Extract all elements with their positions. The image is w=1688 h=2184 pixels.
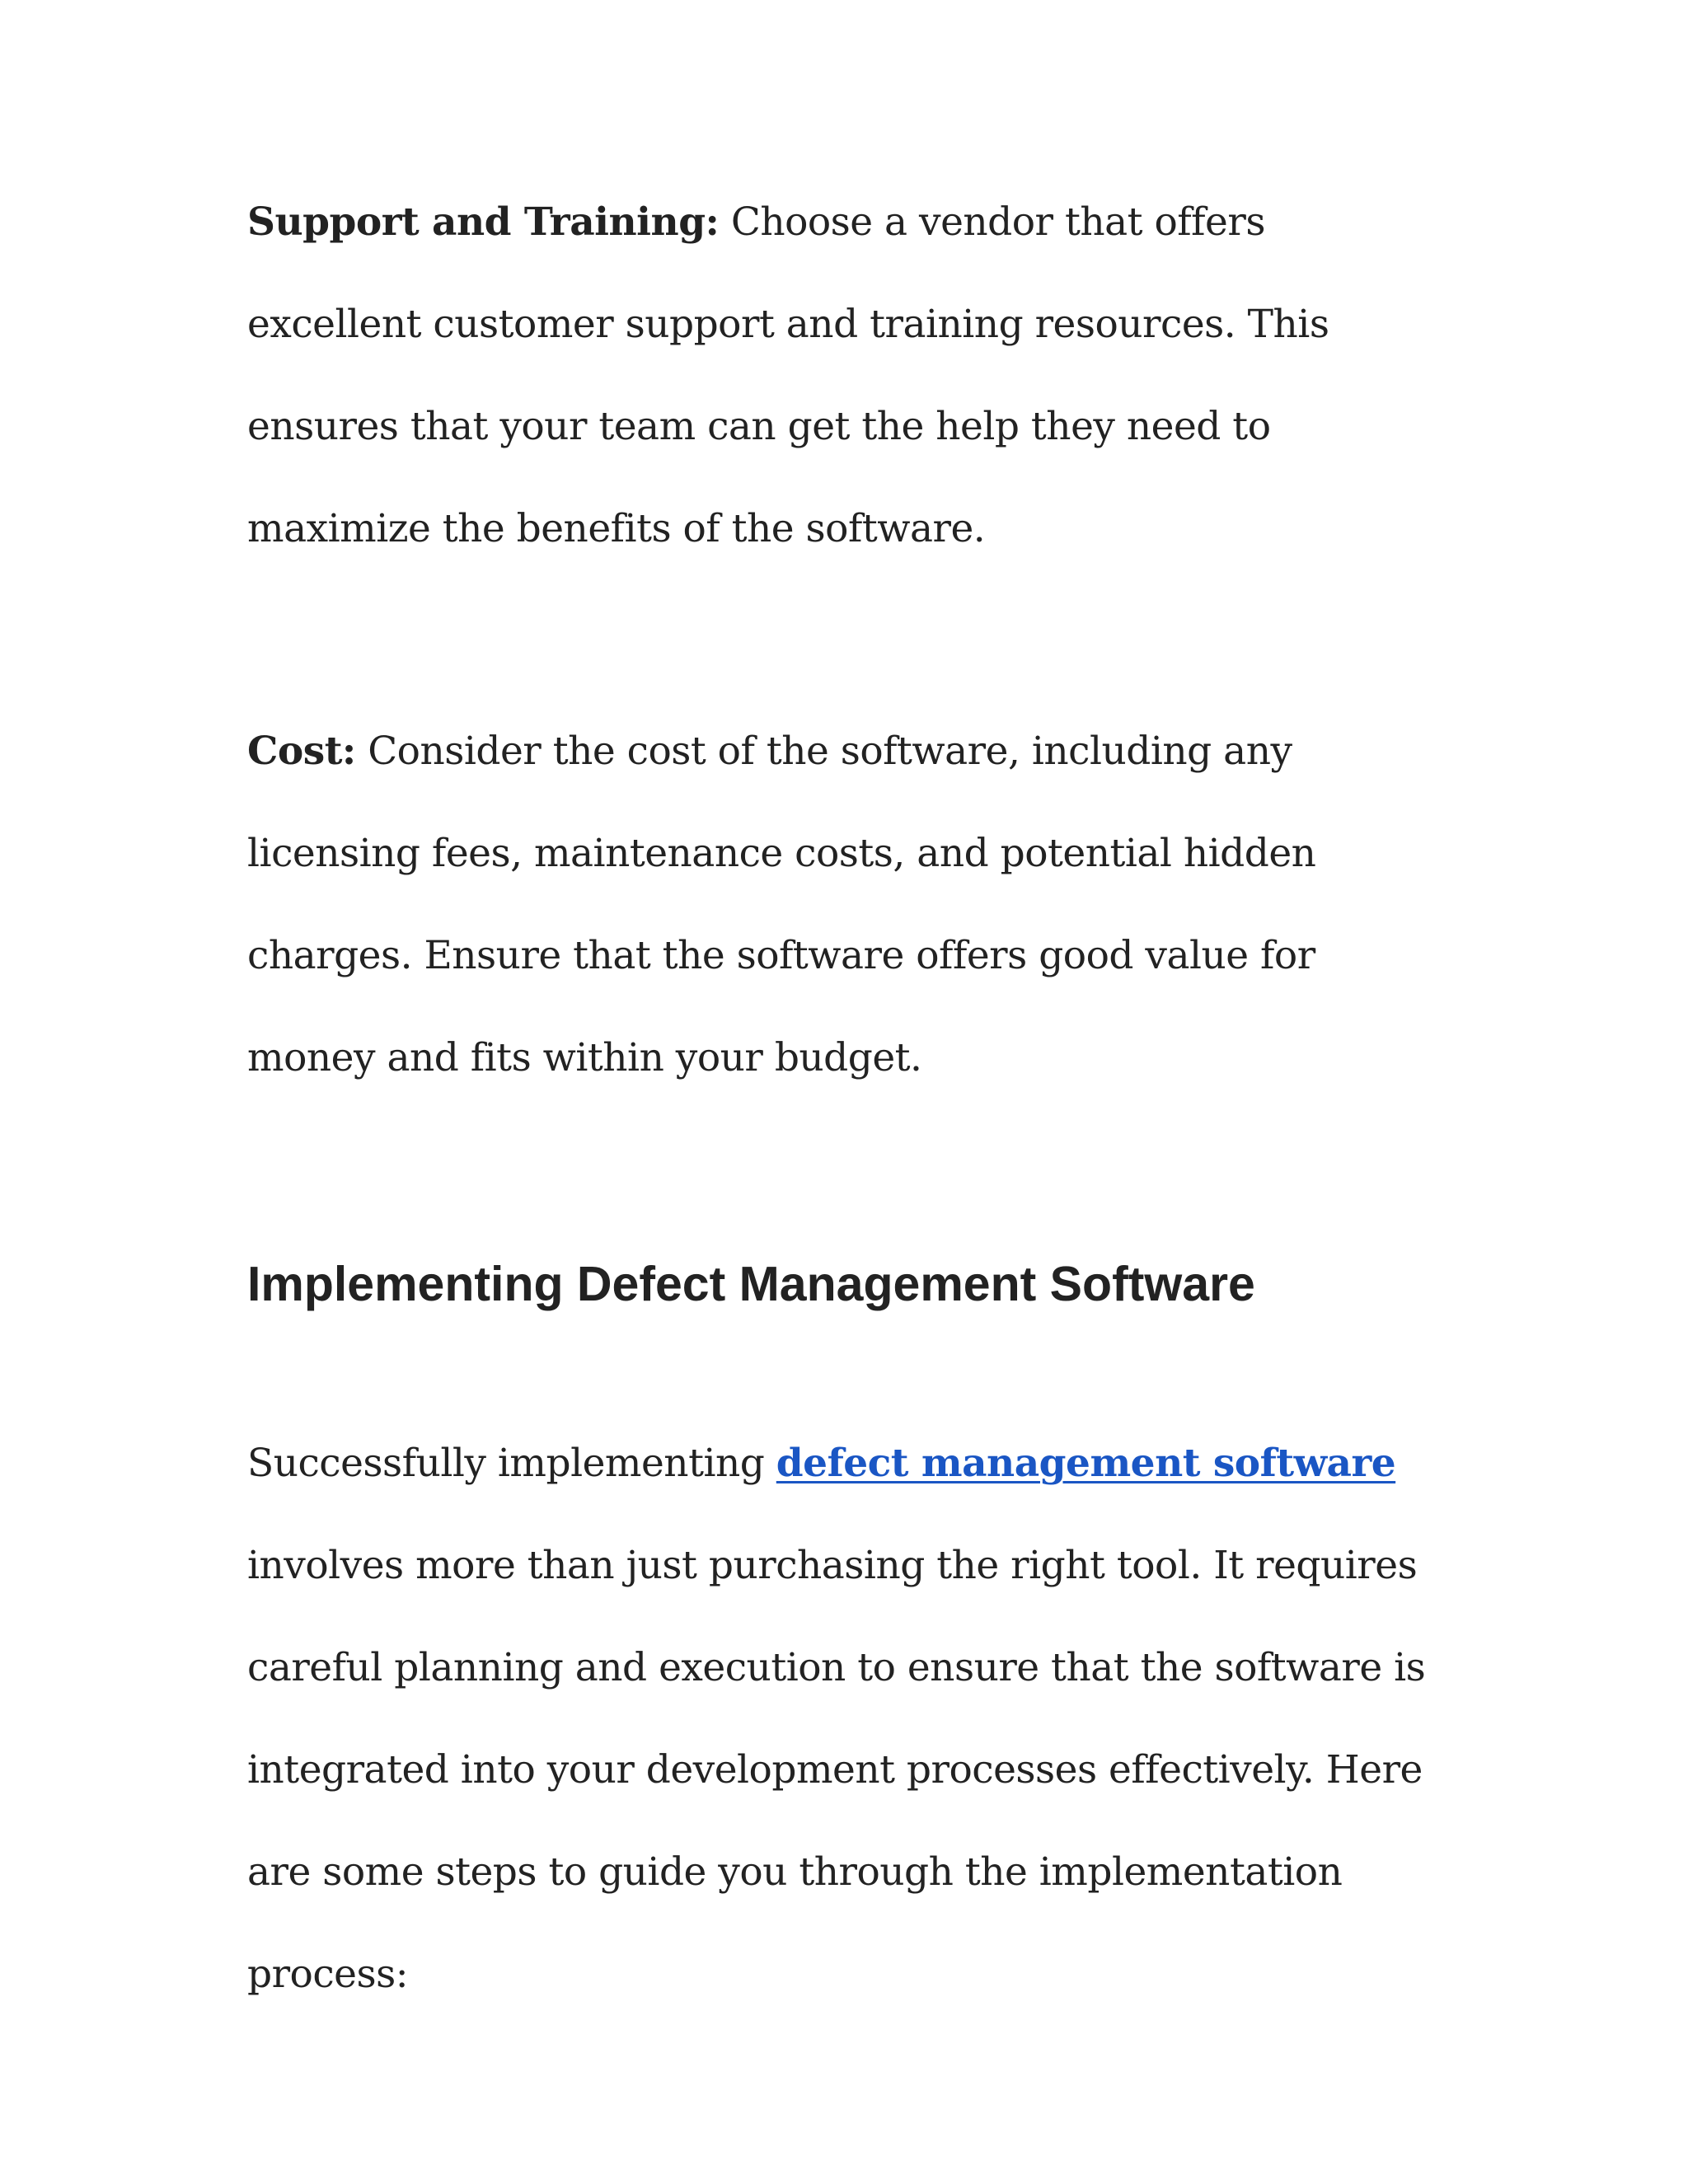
section-heading: Implementing Defect Management Software: [247, 1257, 1255, 1311]
support-training-paragraph: [247, 171, 1442, 580]
intro-text-before: Successfully implementing: [247, 1441, 776, 1486]
cost-text: Consider the cost of the software, including any licensing fees, maintenance costs, and potential hidden charges. Ensure that the software offers good value for money and fits within your budget.: [247, 729, 1316, 1080]
intro-text-after: involves more than just purchasing the right tool. It requires careful planning and execution to ensure that the software is integrated into your development processes effectively. Here are some steps to guide you through the implementation process:: [247, 1543, 1426, 1997]
cost-label: Cost:: [247, 729, 356, 774]
support-training-text: Choose a vendor that offers excellent customer support and training resources. This ensures that your team can get the help they need to maximize the benefits of the software.: [247, 199, 1329, 551]
cost-paragraph: [247, 701, 1442, 1109]
support-training-label: Support and Training:: [247, 199, 720, 245]
implementation-intro-paragraph: [247, 1413, 1442, 2026]
defect-management-software-link[interactable]: defect management software: [776, 1441, 1396, 1486]
